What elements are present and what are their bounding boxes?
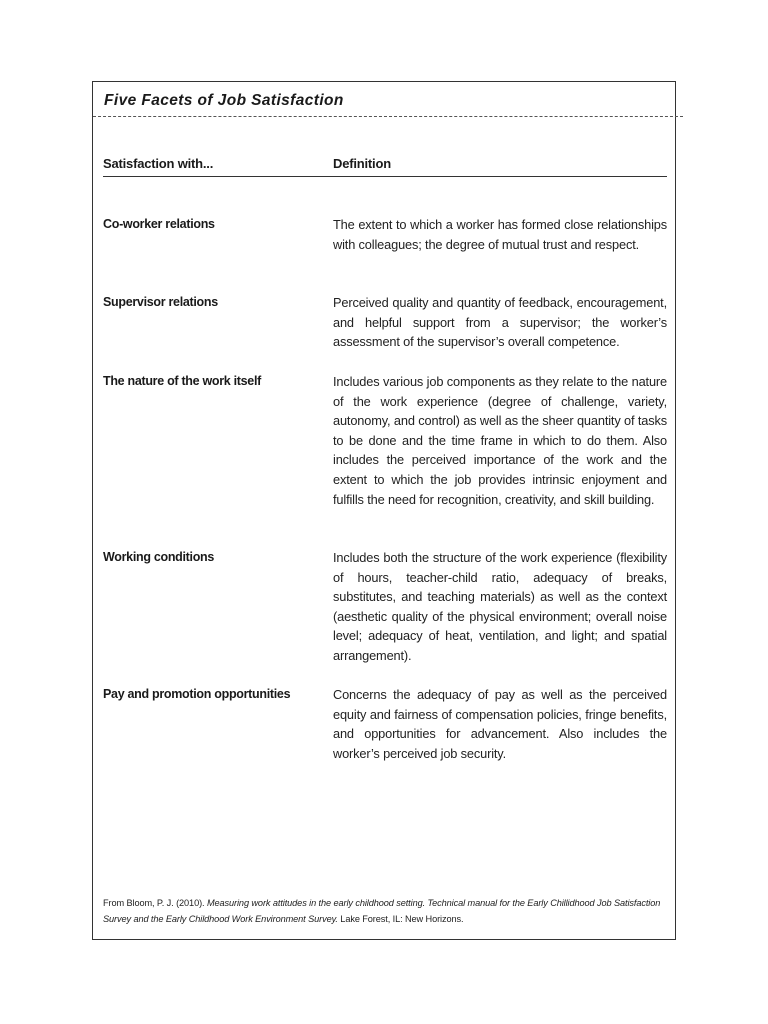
- citation-prefix: From Bloom, P. J. (2010).: [103, 898, 207, 908]
- title-divider: [93, 116, 683, 117]
- citation-suffix: Lake Forest, IL: New Horizons.: [337, 914, 464, 924]
- page-title: Five Facets of Job Satisfaction: [104, 92, 344, 109]
- header-divider: [103, 176, 667, 177]
- row-term: The nature of the work itself: [103, 374, 261, 388]
- row-term: Pay and promotion opportunities: [103, 687, 291, 701]
- row-definition: The extent to which a worker has formed close relationships with colleagues; the degree of mutual trust and respect.: [333, 217, 667, 252]
- row-definition: Includes both the structure of the work experience (flexibility of hours, teacher-child ratio, adequacy of breaks, substitutes, and teaching materials) as well as the context (aesthetic quality of the physical environment; overall noise level; adequacy of heat, ventilation, and light; and spatial arrangement).: [333, 550, 667, 663]
- column-header-definition: Definition: [333, 156, 391, 171]
- row-definition: Concerns the adequacy of pay as well as the perceived equity and fairness of compensation policies, fringe benefits, and opportunities for advancement. Also includes the worker’s perceived job security.: [333, 687, 667, 761]
- row-term: Supervisor relations: [103, 295, 218, 309]
- column-header-satisfaction: Satisfaction with...: [103, 156, 214, 171]
- row-definition: Includes various job components as they relate to the nature of the work experience (degree of challenge, variety, autonomy, and control) as well as the sheer quantity of tasks to be done and the time frame in which to do them. Also includes the perceived importance of the work and the extent to which the job provides intrinsic enjoyment and fulfills the need for recognition, creativity, and skill building.: [333, 374, 667, 507]
- citation-title: Measuring work attitudes in the early childhood setting. Technical manual for the Early Chillidhood Job Satisfaction Survey and the Early Childhood Work Environment Survey.: [103, 898, 661, 924]
- source-citation: [103, 895, 669, 927]
- table-frame: [92, 81, 676, 940]
- row-definition: Perceived quality and quantity of feedback, encouragement, and helpful support from a supervisor; the worker’s assessment of the supervisor’s overall competence.: [333, 295, 667, 350]
- row-term: Working conditions: [103, 550, 215, 564]
- row-term: Co-worker relations: [103, 217, 215, 231]
